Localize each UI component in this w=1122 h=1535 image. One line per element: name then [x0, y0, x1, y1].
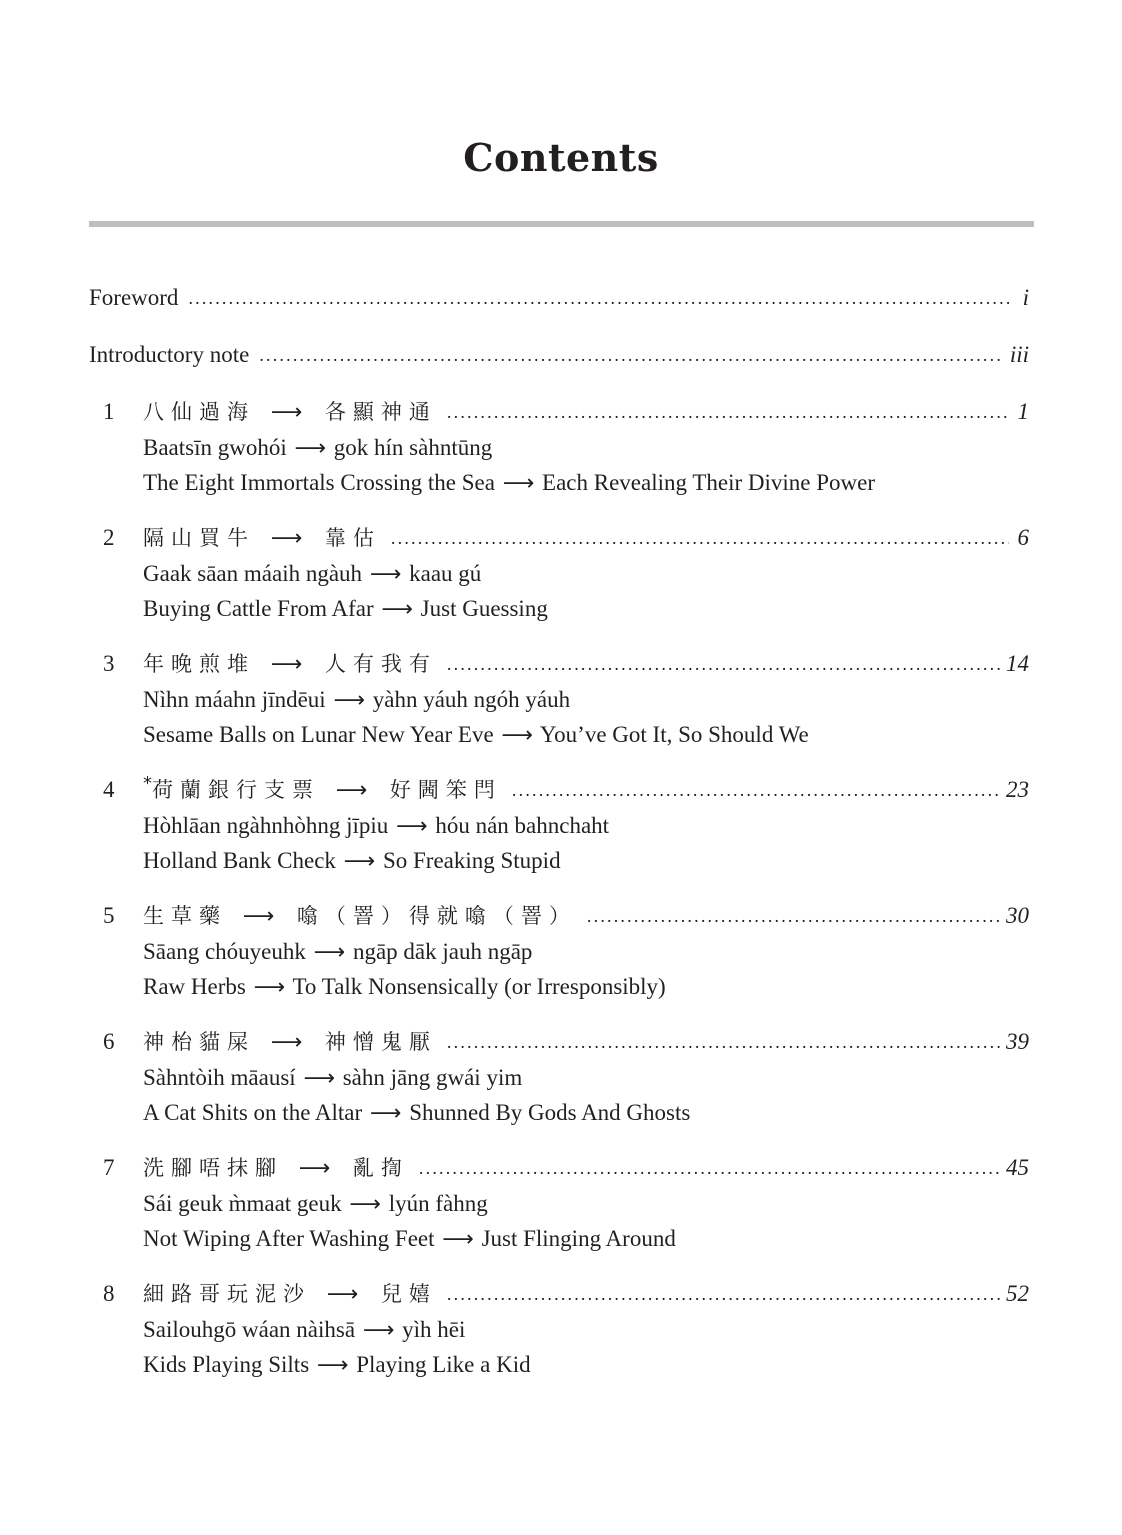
arrow-icon: ⟶ [369, 562, 402, 587]
chapter-jyutping [143, 1312, 1029, 1347]
chapter-chinese-title [143, 1150, 1029, 1186]
arrow-icon: ⟶ [270, 1030, 310, 1055]
toc-entry-chapter-7[interactable] [89, 1150, 1029, 1276]
jyutping-meaning: gok hín sàhntūng [333, 435, 493, 460]
jyutping-saying: Nìhn máahn jīndēui [143, 687, 326, 712]
chinese-title-text [143, 772, 502, 808]
jyutping-saying: Hòhlāan ngàhnhòhng jīpiu [143, 813, 389, 838]
chapter-english [143, 1095, 1029, 1130]
jyutping-meaning: yìh hēi [402, 1317, 466, 1342]
leader-dots [447, 394, 1009, 430]
chapter-english [143, 1347, 1029, 1382]
chinese-meaning: 亂揈 [352, 1156, 409, 1180]
english-meaning: Just Flinging Around [481, 1226, 676, 1251]
toc-entry-chapter-2[interactable] [89, 520, 1029, 646]
arrow-icon: ⟶ [369, 1101, 402, 1126]
entry-page-number: 39 [1006, 1029, 1029, 1054]
jyutping-saying: Sái geuk m̀maat geuk [143, 1191, 342, 1216]
arrow-icon: ⟶ [396, 814, 428, 839]
chinese-saying: 神枱貓屎 [143, 1030, 255, 1054]
chapter-number: 1 [103, 399, 115, 424]
chinese-meaning: 噏（罯）得就噏（罯） [296, 904, 577, 928]
english-saying: Holland Bank Check [143, 848, 336, 873]
chinese-meaning: 好閪笨閂 [389, 778, 502, 802]
chinese-title-text [143, 898, 577, 934]
chinese-meaning: 神憎鬼厭 [324, 1030, 437, 1054]
chapter-number: 7 [103, 1155, 115, 1180]
english-saying: Buying Cattle From Afar [143, 596, 374, 621]
leader-dots [188, 280, 1009, 316]
chapter-list [89, 394, 1029, 1402]
arrow-icon: ⟶ [253, 975, 286, 1000]
chapter-number: 2 [103, 525, 115, 550]
chinese-saying: 八仙過海 [143, 400, 255, 424]
jyutping-saying: Sāang chóuyeuhk [143, 939, 306, 964]
arrow-icon: ⟶ [333, 688, 365, 713]
leader-dots [587, 898, 1000, 934]
jyutping-saying: Baatsīn gwohói [143, 435, 287, 460]
chinese-title-text [143, 646, 437, 682]
chinese-saying: 生草藥 [143, 904, 227, 928]
arrow-icon: ⟶ [294, 436, 327, 461]
arrow-icon: ⟶ [362, 1318, 395, 1343]
arrow-icon: ⟶ [270, 400, 310, 425]
chapter-number: 5 [103, 903, 115, 928]
toc-entry-foreword[interactable] [89, 280, 1029, 316]
leader-dots [512, 772, 1000, 808]
arrow-icon: ⟶ [303, 1066, 335, 1091]
jyutping-saying: Gaak sāan máaih ngàuh [143, 561, 363, 586]
english-meaning: To Talk Nonsensically (or Irresponsibly) [292, 974, 666, 999]
chapter-chinese-title [143, 1024, 1029, 1060]
chapter-chinese-title [143, 1276, 1029, 1312]
jyutping-meaning: ngāp dāk jauh ngāp [352, 939, 533, 964]
chapter-chinese-title [143, 772, 1029, 808]
arrow-icon: ⟶ [326, 1282, 366, 1307]
footnote-star: * [143, 773, 152, 794]
chinese-saying: 洗腳唔抹腳 [143, 1156, 283, 1180]
entry-page-number: 30 [1006, 903, 1029, 928]
entry-page-number: 52 [1006, 1281, 1029, 1306]
chapter-number: 8 [103, 1281, 115, 1306]
leader-dots [259, 337, 1004, 373]
chinese-saying: 細路哥玩泥沙 [143, 1282, 311, 1306]
chinese-title-text [143, 1276, 437, 1312]
table-of-contents [89, 280, 1029, 1402]
chinese-title-text [143, 394, 437, 430]
chinese-saying: 年晚煎堆 [143, 652, 255, 676]
chapter-english [143, 969, 1029, 1004]
chapter-body [143, 772, 1029, 878]
toc-entry-chapter-5[interactable] [89, 898, 1029, 1024]
toc-entry-chapter-1[interactable] [89, 394, 1029, 520]
chapter-jyutping [143, 808, 1029, 843]
english-meaning: Just Guessing [420, 596, 548, 621]
chapter-body [143, 1024, 1029, 1130]
toc-entry-chapter-8[interactable] [89, 1276, 1029, 1402]
jyutping-meaning: yàhn yáuh ngóh yáuh [372, 687, 571, 712]
english-saying: The Eight Immortals Crossing the Sea [143, 470, 495, 495]
chapter-english [143, 717, 1029, 752]
entry-page-number: 45 [1006, 1155, 1029, 1180]
entry-page-number: 23 [1006, 777, 1029, 802]
chapter-chinese-title [143, 520, 1029, 556]
entry-page-number: 6 [1017, 525, 1029, 550]
leader-dots [447, 646, 1000, 682]
chinese-title-text [143, 1150, 409, 1186]
toc-entry-introductory-note[interactable] [89, 337, 1029, 373]
english-saying: Sesame Balls on Lunar New Year Eve [143, 722, 494, 747]
chapter-number: 6 [103, 1029, 115, 1054]
arrow-icon: ⟶ [316, 1353, 349, 1378]
title-rule [89, 221, 1034, 227]
chapter-number: 4 [103, 777, 115, 802]
chapter-body [143, 1276, 1029, 1382]
english-meaning: Playing Like a Kid [356, 1352, 531, 1377]
toc-entry-chapter-6[interactable] [89, 1024, 1029, 1150]
english-saying: Not Wiping After Washing Feet [143, 1226, 435, 1251]
chapter-body [143, 646, 1029, 752]
chinese-meaning: 人有我有 [324, 652, 437, 676]
chapter-english [143, 591, 1029, 626]
page-title: Contents [463, 135, 659, 180]
chapter-body [143, 898, 1029, 1004]
arrow-icon: ⟶ [381, 597, 413, 622]
entry-page-number: 14 [1006, 651, 1029, 676]
chapter-jyutping [143, 430, 1029, 465]
chapter-body [143, 1150, 1029, 1256]
chapter-chinese-title [143, 646, 1029, 682]
chapter-chinese-title [143, 394, 1029, 430]
entry-page-number: iii [1009, 342, 1029, 367]
jyutping-meaning: kaau gú [409, 561, 482, 586]
toc-entry-chapter-3[interactable] [89, 646, 1029, 772]
arrow-icon: ⟶ [242, 904, 282, 929]
arrow-icon: ⟶ [270, 526, 310, 551]
english-saying: A Cat Shits on the Altar [143, 1100, 363, 1125]
chapter-jyutping [143, 934, 1029, 969]
english-meaning: You’ve Got It, So Should We [539, 722, 809, 747]
chapter-english [143, 465, 1029, 500]
arrow-icon: ⟶ [343, 849, 376, 874]
jyutping-saying: Sailouhgō wáan nàihsā [143, 1317, 356, 1342]
chapter-english [143, 1221, 1029, 1256]
english-saying: Raw Herbs [143, 974, 246, 999]
chapter-jyutping [143, 1060, 1029, 1095]
jyutping-meaning: lyún fàhng [388, 1191, 488, 1216]
entry-label: Foreword [89, 285, 179, 310]
arrow-icon: ⟶ [313, 940, 346, 965]
chapter-number: 3 [103, 651, 115, 676]
chinese-title-text [143, 1024, 437, 1060]
arrow-icon: ⟶ [501, 723, 533, 748]
toc-entry-chapter-4[interactable] [89, 772, 1029, 898]
leader-dots [419, 1150, 1000, 1186]
entry-page-number: i [1022, 285, 1029, 310]
arrow-icon: ⟶ [349, 1192, 381, 1217]
english-meaning: Shunned By Gods And Ghosts [409, 1100, 691, 1125]
chinese-saying: 隔山買牛 [143, 526, 255, 550]
entry-label: Introductory note [89, 342, 250, 367]
chapter-english [143, 843, 1029, 878]
english-meaning: Each Revealing Their Divine Power [542, 470, 876, 495]
chapter-jyutping [143, 1186, 1029, 1221]
chapter-body [143, 394, 1029, 500]
chinese-meaning: 靠估 [324, 526, 381, 550]
arrow-icon: ⟶ [270, 652, 310, 677]
leader-dots [391, 520, 1009, 556]
chinese-title-text [143, 520, 381, 556]
arrow-icon: ⟶ [335, 778, 375, 803]
chinese-meaning: 各顯神通 [324, 400, 437, 424]
leader-dots [447, 1276, 1000, 1312]
jyutping-saying: Sàhntòih māausí [143, 1065, 296, 1090]
arrow-icon: ⟶ [442, 1227, 474, 1252]
chinese-meaning: 兒嬉 [380, 1282, 437, 1306]
chinese-saying: 荷蘭銀行支票 [152, 778, 320, 802]
entry-page-number: 1 [1017, 399, 1029, 424]
english-meaning: So Freaking Stupid [382, 848, 561, 873]
leader-dots [447, 1024, 1000, 1060]
jyutping-meaning: sàhn jāng gwái yim [342, 1065, 523, 1090]
chapter-body [143, 520, 1029, 626]
jyutping-meaning: hóu nán bahnchaht [435, 813, 610, 838]
arrow-icon: ⟶ [502, 471, 535, 496]
arrow-icon: ⟶ [298, 1156, 338, 1181]
chapter-jyutping [143, 556, 1029, 591]
english-saying: Kids Playing Silts [143, 1352, 310, 1377]
chapter-jyutping [143, 682, 1029, 717]
chapter-chinese-title [143, 898, 1029, 934]
